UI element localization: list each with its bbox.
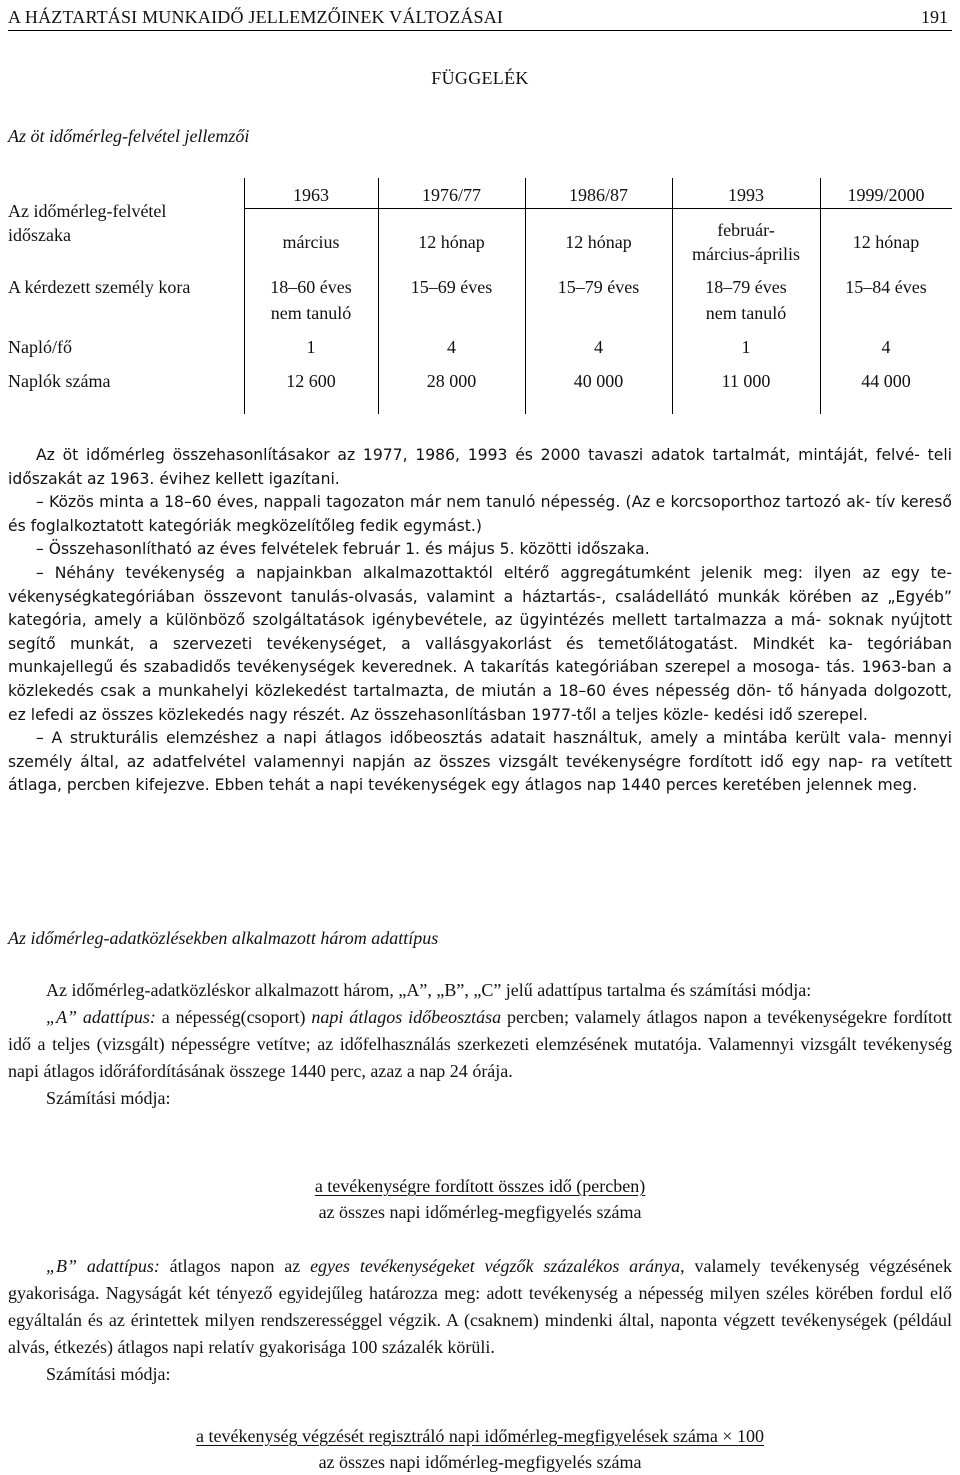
row-label-age: A kérdezett személy kora xyxy=(8,277,191,297)
section-title-characteristics: Az öt időmérleg-felvétel jellemzői xyxy=(8,126,250,146)
formula-b xyxy=(0,1423,960,1475)
type-b-paragraph: „B” adattípus: átlagos napon az egyes tevékenységeket végzők százalékos aránya, valamely tevékenység végzésének gyakorisága. Nagyságát két tényező egyidejűleg határozza meg: adott tevékenység a népesség milyen széles körében fordul elő egyáltalán és az érintettek milyen rendszerességgel végzik. A (csaknem) mindenki által, naponta végzett tevékenységek (például alvás, étkezés) átlagos napi relatív gyakorisága 100 százalék körüli. xyxy=(8,1256,953,1357)
year-cell: 1976/77 xyxy=(421,185,481,205)
note-paragraph: – Közös minta a 18–60 éves, nappali tagozaton már nem tanuló népesség. (Az e korcsoporthoz tartozó ak- tív kereső és foglalkoztatott kategóriák megközelítőleg fedik egymást.) xyxy=(8,493,952,535)
appendix-title: FÜGGELÉK xyxy=(431,68,529,88)
month-cell: március-április xyxy=(692,244,800,264)
note-paragraph: – Összehasonlítható az éves felvételek február 1. és május 5. közötti időszaka. xyxy=(36,540,650,559)
diary-cell: 4 xyxy=(447,337,456,357)
type-b-block xyxy=(8,1253,952,1388)
year-cell: 1993 xyxy=(728,185,764,205)
section-title-data-types: Az időmérleg-adatközlésekben alkalmazott három adattípus xyxy=(8,928,439,948)
formula-a-denominator: az összes napi időmérleg-megfigyelés száma xyxy=(318,1202,642,1222)
age-cell: 15–79 éves xyxy=(557,277,640,297)
count-cell: 40 000 xyxy=(573,371,624,391)
month-cell: február- xyxy=(717,220,775,240)
diary-cell: 4 xyxy=(881,337,891,357)
page-number: 191 xyxy=(921,7,948,27)
row-label-count: Naplók száma xyxy=(8,371,111,391)
table-rule xyxy=(244,208,952,209)
count-cell: 44 000 xyxy=(861,371,911,391)
calc-label: Számítási módja: xyxy=(46,1364,171,1384)
age-cell: 18–60 éves xyxy=(270,277,352,297)
type-b-label: „B” adattípus: xyxy=(46,1256,160,1276)
type-a-paragraph: „A” adattípus: a népesség(csoport) napi átlagos időbeosztása percben; valamely átlagos napon a tevékenységekre fordított idő a teljes (vizsgált) népességre vetítve; az időfelhasználás szerkezeti elemzésének mutatója. Valamennyi vizsgált tevékenység napi átlagos időráfordításának összege 1440 perc, azaz a nap 24 órája. xyxy=(8,1007,953,1081)
month-cell: március xyxy=(282,232,340,252)
formula-b-numerator: a tevékenység végzését regisztráló napi időmérleg-megfigyelések száma × 100 xyxy=(196,1426,764,1446)
year-cell: 1999/2000 xyxy=(847,185,925,205)
running-header xyxy=(8,4,952,31)
year-cell: 1986/87 xyxy=(568,185,628,205)
intro-paragraph: Az időmérleg-adatközléskor alkalmazott három, „A”, „B”, „C” jelű adattípus tartalma és számítási módja: xyxy=(46,980,812,1000)
survey-characteristics-table xyxy=(8,178,952,414)
row-label-diary: Napló/fő xyxy=(8,337,72,357)
formula-b-denominator: az összes napi időmérleg-megfigyelés száma xyxy=(318,1452,642,1472)
count-cell: 28 000 xyxy=(426,371,477,391)
note-paragraph: – A strukturális elemzéshez a napi átlagos időbeosztás adatait használtuk, amely a mintába került vala- mennyi személy által, az adatfelvétel valamennyi napján az összes vizsgált tevékenységre fordított idő egy nap- ra vetített átlaga, percben kifejezve. Ebben tehát a napi tevékenységek egy átlagos nap 1440 perces keretében jelennek meg. xyxy=(8,729,952,795)
note-paragraph: – Néhány tevékenység a napjainkban alkalmazottaktól eltérő aggregátumként jelenik meg: ilyen az egy te- vékenységkategóriában összevont tanulás-olvasás, valamint a háztartás-, családellátó munkák körében az „Egyéb” kategória, amely a különböző szolgáltatások igénybevétele, az ügyintézés mellett tartalmazza a má- soknak nyújtott segítő munkát, a szervezeti tevékenységet, a vallásgyakorlást és temetőlátogatást. Mindkét ka- tegóriában munkajellegű és szabadidős tevékenységek keverednek. A takarítás kategóriában szerepel a mosoga- tás. 1963-ban a közlekedés csak a munkahelyi közlekedést tartalmazta, de miután a 18–60 éves népesség dön- tő hányada dolgozott, ez lefedi az összes közlekedés nagy részét. Az összehasonlításban 1977-től a teljes közle- kedési idő szerepel. xyxy=(8,563,953,724)
formula-a-numerator: a tevékenységre fordított összes idő (percben) xyxy=(314,1176,646,1196)
age-cell: nem tanuló xyxy=(705,303,787,323)
age-cell: 15–69 éves xyxy=(410,277,493,297)
diary-cell: 1 xyxy=(306,337,316,357)
age-cell: 15–84 éves xyxy=(845,277,927,297)
running-title: A HÁZTARTÁSI MUNKAIDŐ JELLEMZŐINEK VÁLTOZÁSAI xyxy=(8,7,504,27)
count-cell: 11 000 xyxy=(721,371,771,391)
row-label-period: időszaka xyxy=(8,225,71,245)
calc-label: Számítási módja: xyxy=(46,1088,171,1108)
month-cell: 12 hónap xyxy=(418,232,485,252)
age-cell: 18–79 éves xyxy=(705,277,787,297)
age-cell: nem tanuló xyxy=(270,303,352,323)
month-cell: 12 hónap xyxy=(565,232,632,252)
data-types-intro xyxy=(8,977,952,1112)
table-notes xyxy=(8,444,952,798)
diary-cell: 4 xyxy=(594,337,603,357)
diary-cell: 1 xyxy=(741,337,751,357)
year-cell: 1963 xyxy=(293,185,329,205)
month-cell: 12 hónap xyxy=(852,232,920,252)
type-a-label: „A” adattípus: xyxy=(46,1007,156,1027)
row-label-period: Az időmérleg-felvétel xyxy=(8,201,167,221)
formula-a xyxy=(0,1173,960,1225)
count-cell: 12 600 xyxy=(286,371,336,391)
note-paragraph: Az öt időmérleg összehasonlításakor az 1977, 1986, 1993 és 2000 tavaszi adatok tartalmát, mintáját, felvé- teli időszakát az 1963. évihez kellett igazítani. xyxy=(8,446,952,488)
